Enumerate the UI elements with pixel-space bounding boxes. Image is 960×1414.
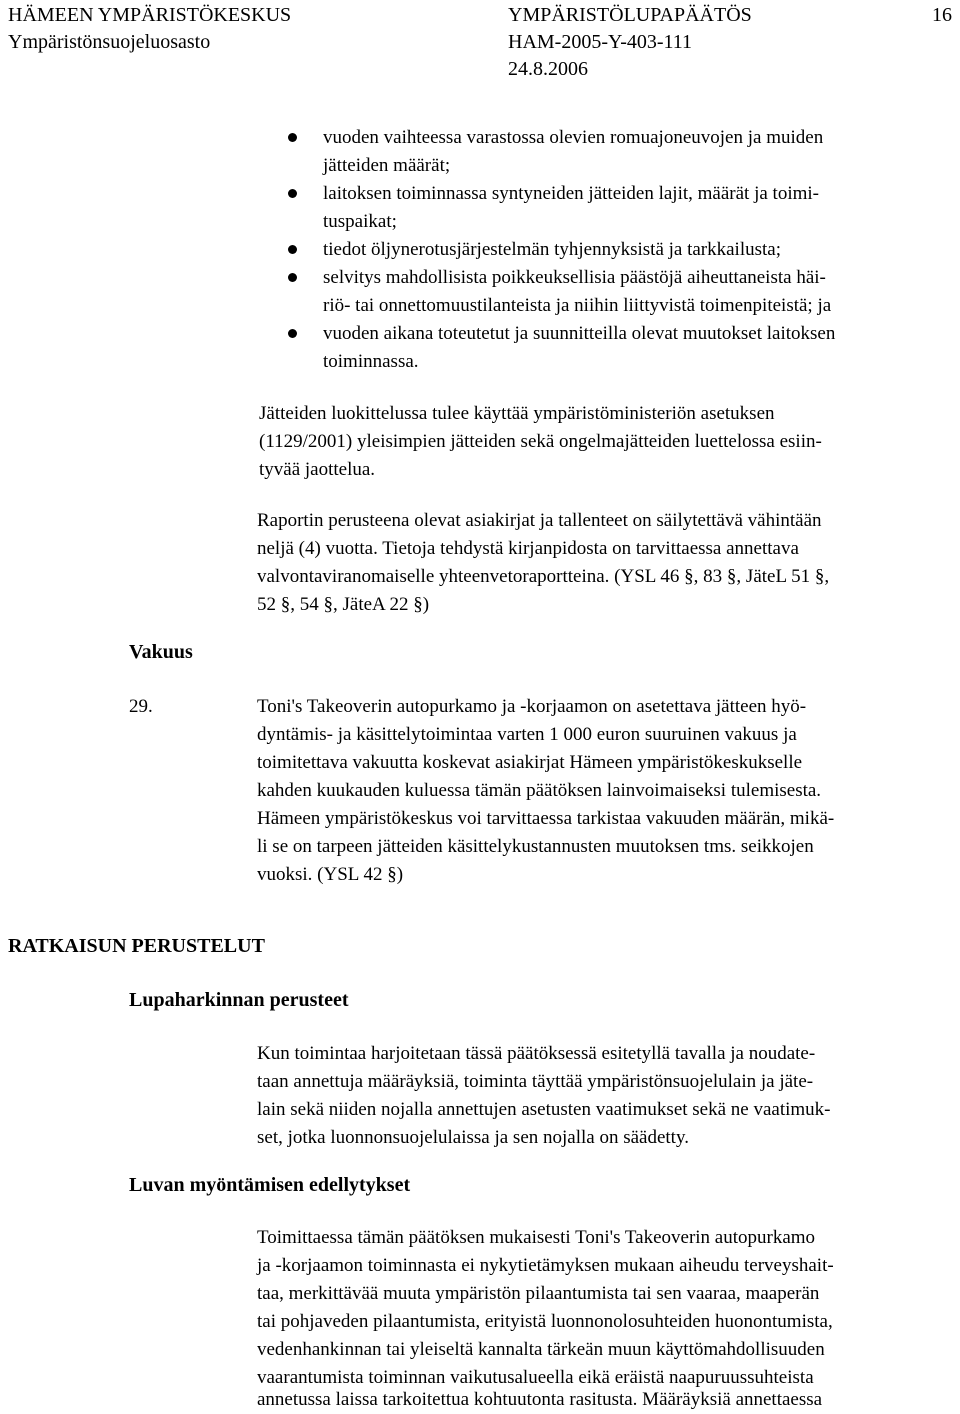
paragraph-line: toimitettava vakuutta koskevat asiakirjat Hämeen ympäristökeskukselle <box>257 752 803 773</box>
paragraph-line: Toimittaessa tämän päätöksen mukaisesti Toni's Takeoverin autopurkamo <box>257 1227 816 1248</box>
paragraph-line: vuoksi. (YSL 42 §) <box>257 864 404 885</box>
list-item: selvitys mahdollisista poikkeuksellisia päästöjä aiheuttaneista häi- <box>323 267 826 288</box>
paragraph-line: tyvää jaottelua. <box>259 459 376 480</box>
paragraph-line: vaarantumista toiminnan vaikutusalueella eikä eräistä naapuruussuhteista <box>257 1367 814 1388</box>
paragraph-line: Jätteiden luokittelussa tulee käyttää ympäristöministeriön asetuksen <box>259 403 775 424</box>
paragraph-line: neljä (4) vuotta. Tietoja tehdystä kirjanpidosta on tarvittaessa annettava <box>257 538 799 559</box>
paragraph-line: taan annettuja määräyksiä, toiminta täyttää ympäristönsuojelulain ja jäte- <box>257 1071 814 1092</box>
paragraph-line: 52 §, 54 §, JäteA 22 §) <box>257 594 430 615</box>
subsection-heading-edellytykset: Luvan myöntämisen edellytykset <box>129 1174 411 1196</box>
section-heading-vakuus: Vakuus <box>129 641 193 663</box>
page-number: 16 <box>932 4 952 26</box>
paragraph-line: set, jotka luonnonsuojelulaissa ja sen nojalla on säädetty. <box>257 1127 689 1148</box>
paragraph-line: Kun toimintaa harjoitetaan tässä päätöksessä esitetyllä tavalla ja noudate- <box>257 1043 816 1064</box>
paragraph-line: annetussa laissa tarkoitettua kohtuutonta rasitusta. Määräyksiä annettaessa <box>257 1389 823 1410</box>
header-doc-type: YMPÄRISTÖLUPAPÄÄTÖS <box>508 4 752 26</box>
bullet-icon <box>288 133 297 142</box>
list-item-continued: tuspaikat; <box>323 211 397 232</box>
header-date: 24.8.2006 <box>508 58 588 80</box>
list-item: tiedot öljynerotusjärjestelmän tyhjennyksistä ja tarkkailusta; <box>323 239 782 260</box>
header-dept: Ympäristönsuojeluosasto <box>8 31 211 53</box>
clause-number: 29. <box>129 696 153 717</box>
bullet-icon <box>288 329 297 338</box>
paragraph-line: Toni's Takeoverin autopurkamo ja -korjaamon on asetettava jätteen hyö- <box>257 696 807 717</box>
list-item: laitoksen toiminnassa syntyneiden jätteiden lajit, määrät ja toimi- <box>323 183 819 204</box>
bullet-icon <box>288 189 297 198</box>
paragraph-line: Raportin perusteena olevat asiakirjat ja tallenteet on säilytettävä vähintään <box>257 510 822 531</box>
bullet-icon <box>288 245 297 254</box>
subsection-heading-lupaharkinta: Lupaharkinnan perusteet <box>129 989 349 1011</box>
paragraph-line: ja -korjaamon toiminnasta ei nykytietämyksen mukaan aiheudu terveyshait- <box>257 1255 834 1276</box>
paragraph-line: dyntämis- ja käsittelytoimintaa varten 1 000 euron suuruinen vakuus ja <box>257 724 797 745</box>
list-item-continued: toiminnassa. <box>323 351 419 372</box>
paragraph-line: Hämeen ympäristökeskus voi tarvittaessa tarkistaa vakuuden määrän, mikä- <box>257 808 835 829</box>
list-item: vuoden aikana toteutetut ja suunnitteilla olevat muutokset laitoksen <box>323 323 836 344</box>
list-item: vuoden vaihteessa varastossa olevien romuajoneuvojen ja muiden <box>323 127 824 148</box>
paragraph-line: tai pohjaveden pilaantumista, erityistä luonnonolosuhteiden huonontumista, <box>257 1311 833 1332</box>
section-heading-ratkaisun-perustelut: RATKAISUN PERUSTELUT <box>8 935 265 957</box>
paragraph-line: valvontaviranomaiselle yhteenvetoraportteina. (YSL 46 §, 83 §, JäteL 51 §, <box>257 566 830 587</box>
paragraph-line: vedenhankinnan tai yleiseltä kannalta tärkeän muun käyttömahdollisuuden <box>257 1339 825 1360</box>
header-org: HÄMEEN YMPÄRISTÖKESKUS <box>8 4 292 26</box>
list-item-continued: jätteiden määrät; <box>323 155 451 176</box>
paragraph-line: taa, merkittävää muuta ympäristön pilaantumista tai sen vaaraa, maaperän <box>257 1283 820 1304</box>
bullet-icon <box>288 273 297 282</box>
paragraph-line: (1129/2001) yleisimpien jätteiden sekä ongelmajätteiden luettelossa esiin- <box>259 431 822 452</box>
paragraph-line: kahden kuukauden kuluessa tämän päätöksen lainvoimaiseksi tulemisesta. <box>257 780 822 801</box>
paragraph-line: li se on tarpeen jätteiden käsittelykustannusten muutoksen tms. seikkojen <box>257 836 814 857</box>
paragraph-line: lain sekä niiden nojalla annettujen asetusten vaatimukset sekä ne vaatimuk- <box>257 1099 831 1120</box>
header-doc-number: HAM-2005-Y-403-111 <box>508 31 693 53</box>
list-item-continued: riö- tai onnettomuustilanteista ja niihin liittyvistä toimenpiteistä; ja <box>323 295 832 316</box>
